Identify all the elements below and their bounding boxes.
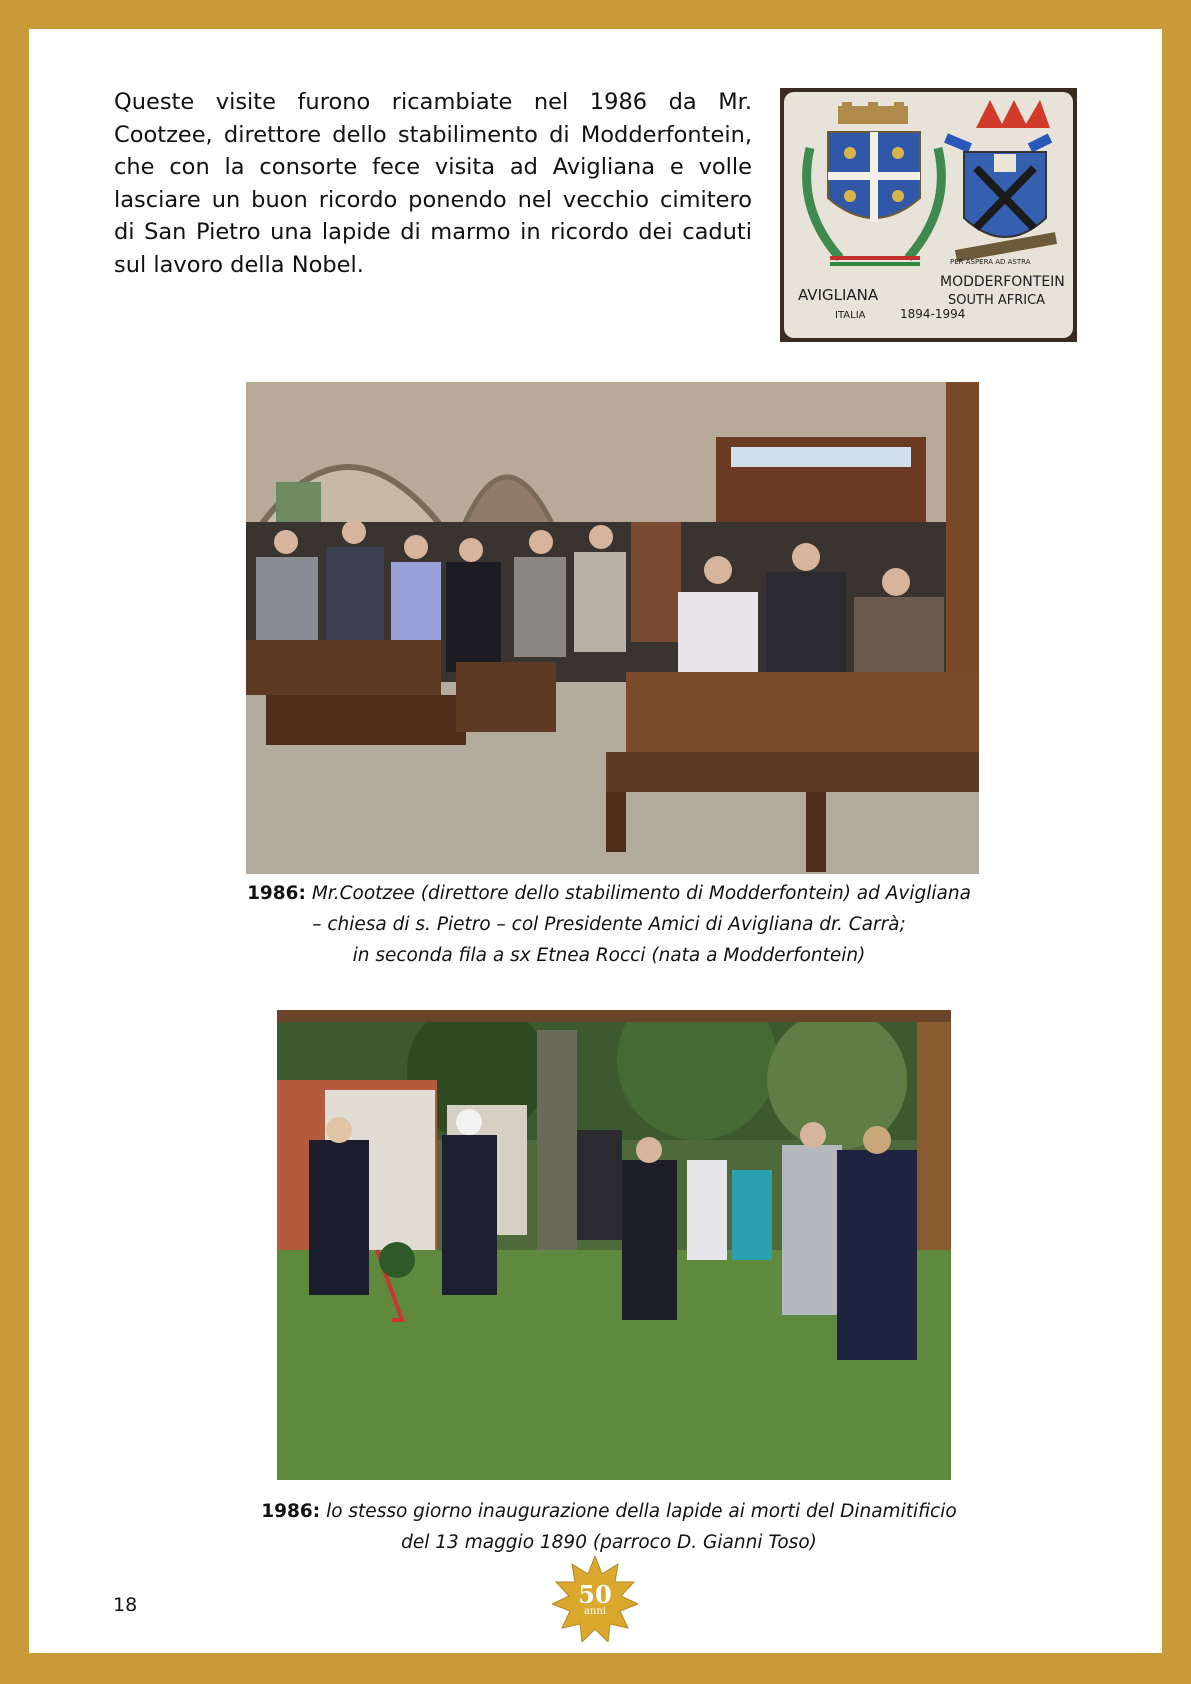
intro-paragraph: Queste visite furono ricambiate nel 1986 da Mr. Cootzee, direttore dello stabilimento di Modderfontein, che con la consorte fece visita ad Avigliana e volle lasciare un buon ricordo ponendo nel vecchio cimitero di San Pietro una lapide di marmo in ricordo dei caduti sul lavoro della Nobel. [114,89,752,278]
svg-text:ITALIA: ITALIA [835,310,866,321]
caption-cemetery-photo [229,1496,989,1558]
caption-line: – chiesa di s. Pietro – col Presidente Amici di Avigliana dr. Carrà; [312,914,906,935]
cemetery-ceremony-photo [277,1010,951,1480]
church-interior-drawing [246,382,979,874]
page-number: 18 [113,1594,138,1616]
caption-line: Mr.Cootzee (direttore dello stabilimento di Modderfontein) ad Avigliana [311,883,971,904]
sunburst-badge-icon [552,1556,638,1642]
svg-text:SOUTH AFRICA: SOUTH AFRICA [948,293,1046,308]
anniversary-badge-icon [552,1556,638,1642]
svg-text:1894-1994: 1894-1994 [900,307,966,321]
caption-line: del 13 maggio 1890 (parroco D. Gianni Toso) [401,1532,817,1553]
church-interior-photo [246,382,979,874]
crest-plaque-drawing [780,88,1077,342]
svg-text:anni: anni [583,1606,607,1617]
cemetery-ceremony-drawing [277,1010,951,1480]
caption-year: 1986: [247,883,306,904]
caption-year: 1986: [261,1501,321,1522]
caption-line: lo stesso giorno inaugurazione della lapide ai morti del Dinamitificio [326,1501,957,1522]
page [29,29,1162,1653]
crest-plaque-image [780,88,1077,342]
svg-text:MODDERFONTEIN: MODDERFONTEIN [940,274,1065,290]
caption-church-photo [209,878,1009,971]
caption-line: in seconda fila a sx Etnea Rocci (nata a Modderfontein) [352,945,866,966]
svg-text:AVIGLIANA: AVIGLIANA [798,286,879,304]
svg-text:50: 50 [578,1580,612,1609]
svg-text:PER ASPERA AD ASTRA: PER ASPERA AD ASTRA [950,258,1031,266]
